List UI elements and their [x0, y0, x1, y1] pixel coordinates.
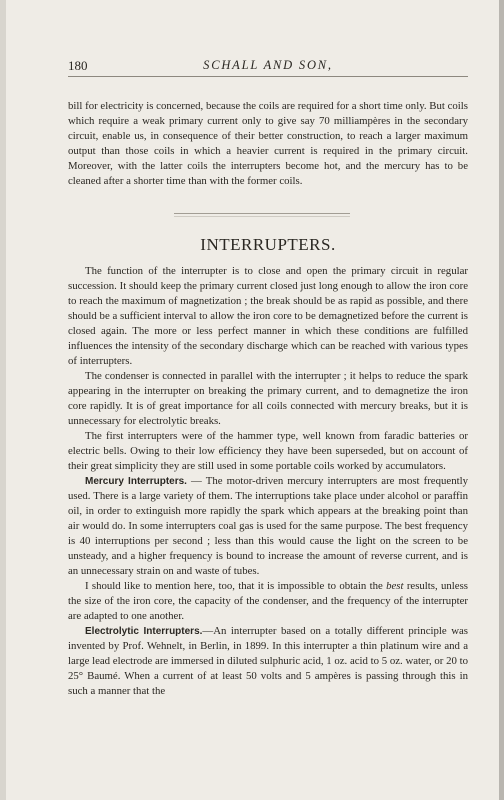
page-number: 180: [68, 58, 88, 73]
paragraph-mercury-interrupters: [68, 474, 468, 579]
section-divider: [174, 213, 350, 214]
best-results-text-a: I should like to mention here, too, that it is impossible to obtain the: [85, 580, 387, 592]
best-results-text-b: results, unless the size of the iron core, the capacity of the condenser, and the frequency of the interrupter are adapted to one another.: [68, 580, 468, 622]
paragraph-electrolytic-interrupters: [68, 624, 468, 699]
mercury-interrupters-text: — The motor-driven mercury interrupters are most frequently used. There is a large variety of them. The interruptions take place under alcohol or paraffin oil, in order to extinguish more rapidly the spark which appears at the breaking point than air would do. In some interrupters coal gas is used for the same purpose. The best frequency is 40 interruptions per second ; less than this would cause the light on the screen to be unsteady, and a higher frequency is bound to increase the amount of reverse current, and is an unnecessary strain on and waste of tubes.: [68, 475, 468, 577]
section-title: INTERRUPTERS.: [200, 235, 336, 254]
paragraph-best-results: [68, 579, 468, 624]
section-body: [68, 264, 468, 699]
paragraph-function: The function of the interrupter is to close and open the primary circuit in regular succession. It should keep the primary current closed just long enough to allow the iron core to reach the maximum of magnetization ; the break should be as rapid as possible, and there should be a sufficient interval to allow the iron core to be demagnetized before the current is closed again. The more or less perfect manner in which these conditions are fulfilled influences the intensity of the secondary discharge which can be reached with various types of interrupters.: [68, 265, 468, 367]
electrolytic-interrupters-heading: Electrolytic Interrupters.: [85, 626, 203, 637]
paragraph-condenser: The condenser is connected in parallel with the interrupter ; it helps to reduce the spark appearing in the interrupter on breaking the primary current, and to demagnetize the iron core rapidly. It is of great importance for all coils connected with mercury breaks, but it is unnecessary for electrolytic breaks.: [68, 370, 468, 427]
running-title: SCHALL AND SON,: [203, 58, 333, 72]
intro-paragraph-block: [68, 99, 468, 189]
mercury-interrupters-heading: Mercury Interrupters.: [85, 476, 187, 487]
page-header: [68, 56, 468, 77]
electrolytic-interrupters-text: —An interrupter based on a totally different principle was invented by Prof. Wehnelt, in Berlin, in 1899. In this interrupter a thin platinum wire and a large lead electrode are immersed in diluted sulphuric acid, 1 oz. acid to 5 oz. water, or 20 to 25° Baumé. When a current of at least 50 volts and 5 ampères is passing through this in such a manner that the: [68, 625, 468, 697]
paragraph-first-interrupters: The first interrupters were of the hammer type, well known from faradic batteries or electric bells. Owing to their low efficiency they have been superseded, but on account of their great simplicity they are still used in some portable coils worked by accumulators.: [68, 430, 468, 472]
best-results-emphasis: best: [386, 580, 404, 592]
intro-paragraph: bill for electricity is concerned, because the coils are required for a short time only. But coils which require a weak primary current only to give say 70 milliampères in the secondary circuit, enable us, in consequence of their better construction, to reach a larger maximum output than those coils in which a heavier current is required in the primary circuit. Moreover, with the latter coils the interrupters become hot, and the mercury has to be cleaned after a shorter time than with the former coils.: [68, 100, 468, 187]
